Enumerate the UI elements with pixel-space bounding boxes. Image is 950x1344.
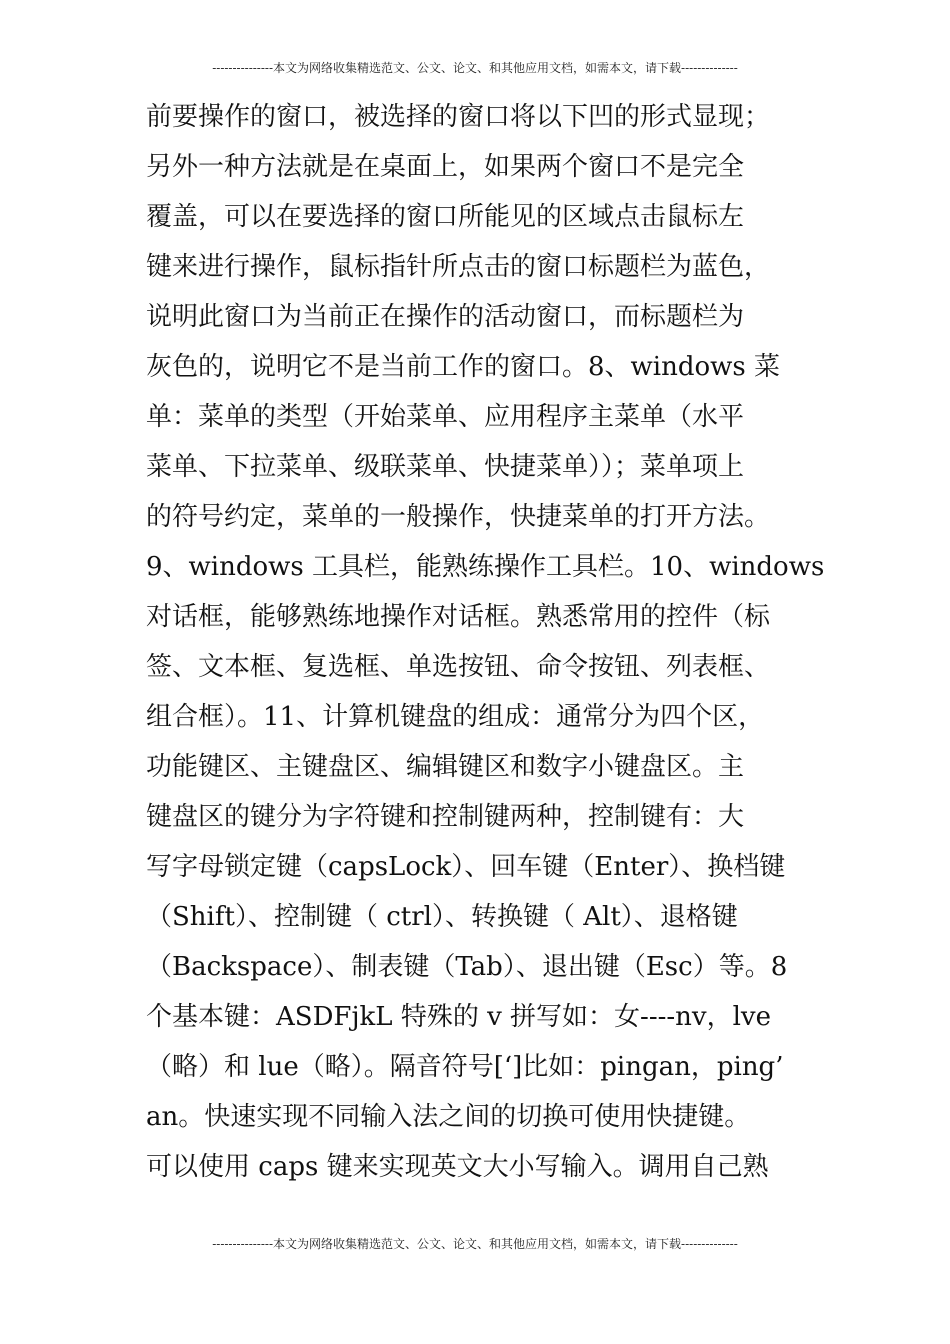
text-line: 9、windows 工具栏，能熟练操作工具栏。10、windows bbox=[146, 552, 825, 582]
document-body bbox=[146, 92, 826, 1192]
page-footer: ---------------本文为网络收集精选范文、公文、论文、和其他应用文档，如需本文，请下载-------------- bbox=[212, 1237, 738, 1251]
text-line: 灰色的，说明它不是当前工作的窗口。8、windows 菜 bbox=[146, 352, 781, 382]
text-line: （Backspace）、制表键（Tab）、退出键（Esc）等。8 bbox=[146, 952, 788, 982]
text-line: 功能键区、主键盘区、编辑键区和数字小键盘区。主 bbox=[146, 752, 745, 782]
text-line: 对话框，能够熟练地操作对话框。熟悉常用的控件（标 bbox=[146, 602, 771, 632]
text-line: 菜单、下拉菜单、级联菜单、快捷菜单））；菜单项上 bbox=[146, 452, 745, 482]
text-line: an。快速实现不同输入法之间的切换可使用快捷键。 bbox=[146, 1102, 751, 1132]
text-line: 签、文本框、复选框、单选按钮、命令按钮、列表框、 bbox=[146, 652, 771, 682]
text-line: 的符号约定，菜单的一般操作，快捷菜单的打开方法。 bbox=[146, 502, 771, 532]
text-line: 说明此窗口为当前正在操作的活动窗口，而标题栏为 bbox=[146, 302, 745, 332]
text-line: 写字母锁定键（capsLock）、回车键（Enter）、换档键 bbox=[146, 852, 786, 882]
text-line: 个基本键：ASDFjkL 特殊的 v 拼写如：女----nv，lve bbox=[146, 1002, 772, 1032]
text-line: 前要操作的窗口，被选择的窗口将以下凹的形式显现； bbox=[146, 102, 771, 132]
text-line: 组合框）。11、计算机键盘的组成：通常分为四个区， bbox=[146, 702, 765, 732]
text-line: 键来进行操作，鼠标指针所点击的窗口标题栏为蓝色， bbox=[146, 252, 771, 282]
text-line: 覆盖，可以在要选择的窗口所能见的区域点击鼠标左 bbox=[146, 202, 745, 232]
page-header: ---------------本文为网络收集精选范文、公文、论文、和其他应用文档，如需本文，请下载-------------- bbox=[212, 61, 738, 75]
text-line: 单：菜单的类型（开始菜单、应用程序主菜单（水平 bbox=[146, 402, 745, 432]
text-line: （Shift）、控制键（ ctrl）、转换键（ Alt）、退格键 bbox=[146, 902, 738, 932]
text-line: 另外一种方法就是在桌面上，如果两个窗口不是完全 bbox=[146, 152, 745, 182]
text-line: 键盘区的键分为字符键和控制键两种，控制键有：大 bbox=[146, 802, 745, 832]
text-line: （略）和 lue（略）。隔音符号[‘]比如：pingan，ping’ bbox=[146, 1052, 784, 1082]
text-line: 可以使用 caps 键来实现英文大小写输入。调用自己熟 bbox=[146, 1152, 769, 1182]
